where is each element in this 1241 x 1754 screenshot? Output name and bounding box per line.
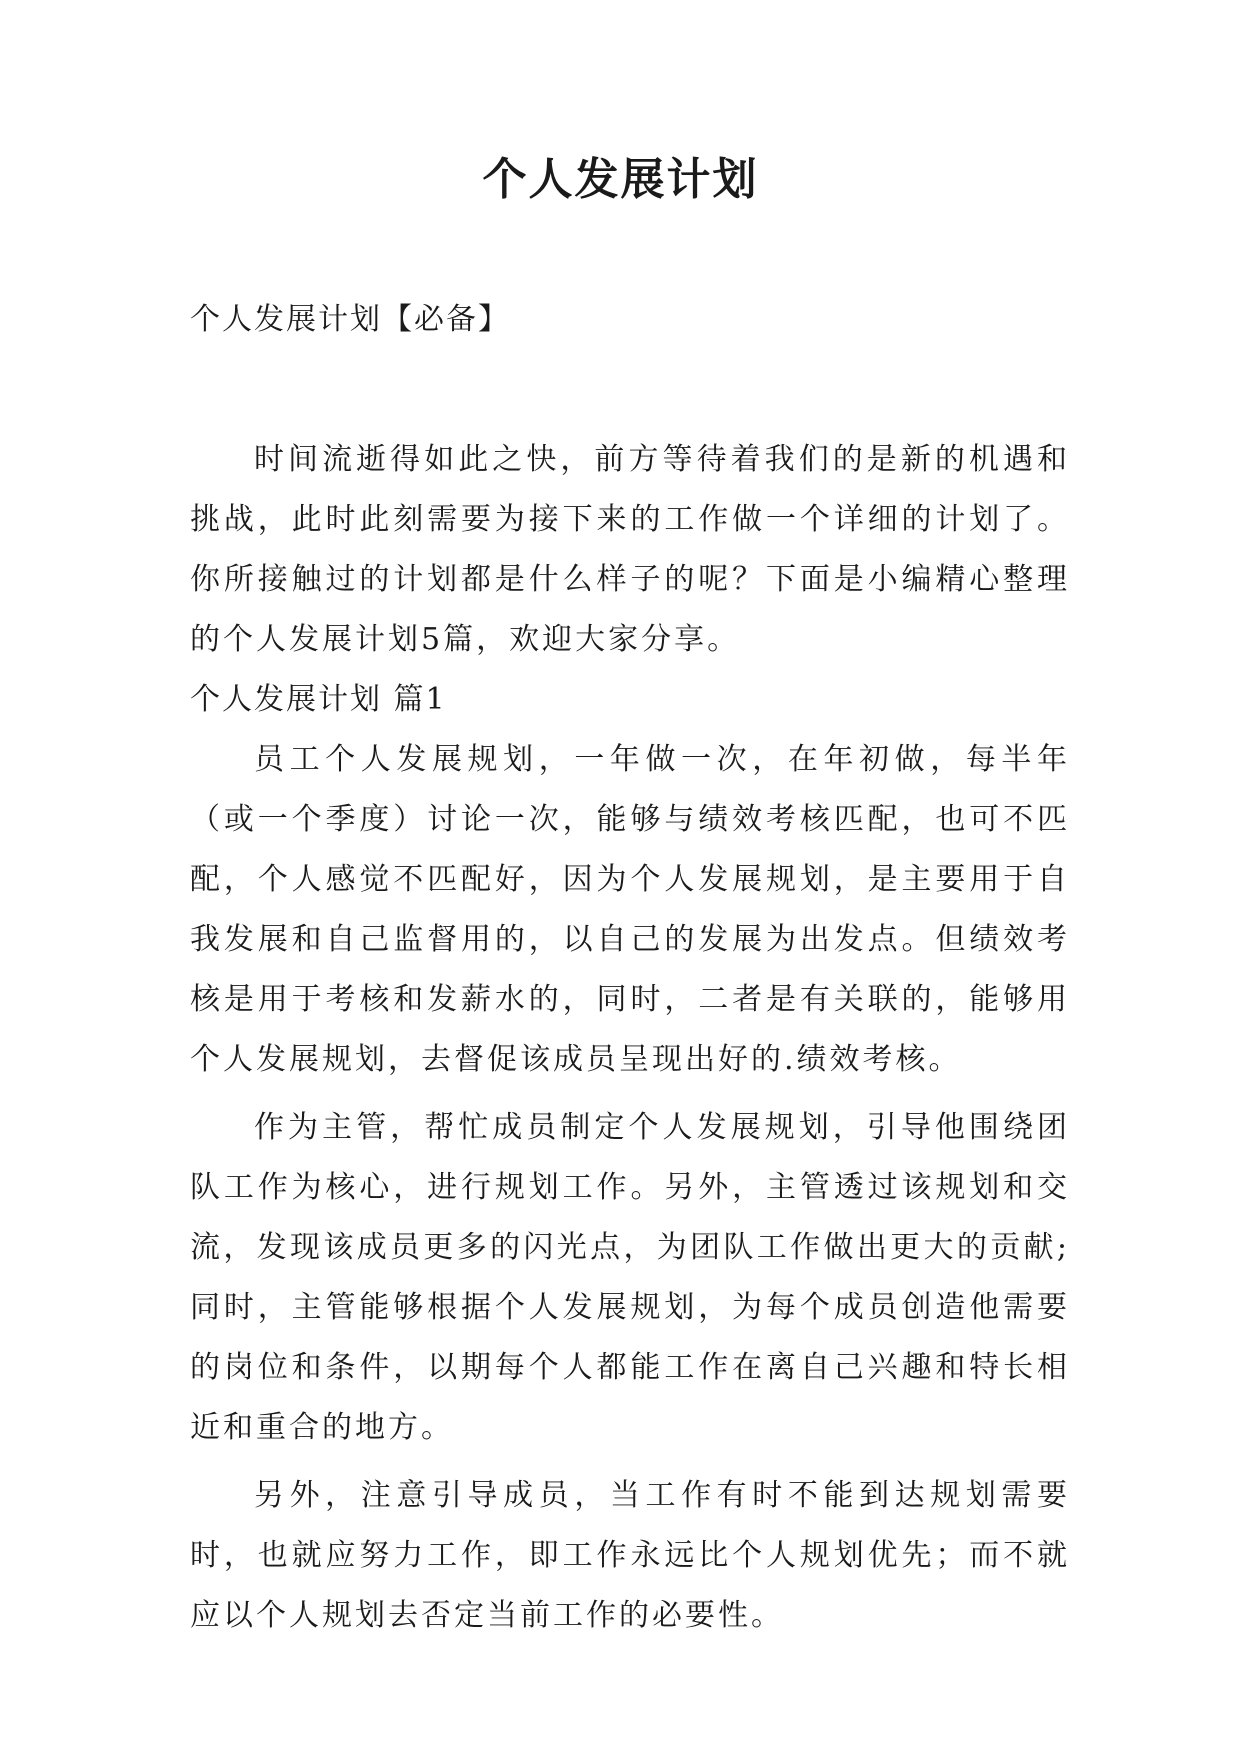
body-paragraph-1: 员工个人发展规划，一年做一次，在年初做，每半年（或一个季度）讨论一次，能够与绩效考核匹配，也可不匹配，个人感觉不匹配好，因为个人发展规划，是主要用于自我发展和自己监督用的，以自己的发展为出发点。但绩效考核是用于考核和发薪水的，同时，二者是有关联的，能够用个人发展规划，去督促该成员呈现出好的.绩效考核。 [190,742,1070,1077]
body-paragraph-3: 另外，注意引导成员，当工作有时不能到达规划需要时，也就应努力工作，即工作永远比个人规划优先；而不就应以个人规划去否定当前工作的必要性。 [190,1478,1070,1633]
intro-paragraph: 时间流逝得如此之快，前方等待着我们的是新的机遇和挑战，此时此刻需要为接下来的工作做一个详细的计划了。你所接触过的计划都是什么样子的呢？下面是小编精心整理的个人发展计划5篇，欢迎大家分享。 [190,442,1070,657]
section-heading: 个人发展计划 篇1 [190,682,447,717]
document-body [190,290,1070,1646]
document-title: 个人发展计划 [482,154,759,205]
body-paragraph-2: 作为主管，帮忙成员制定个人发展规划，引导他围绕团队工作为核心，进行规划工作。另外，主管透过该规划和交流，发现该成员更多的闪光点，为团队工作做出更大的贡献;同时，主管能够根据个人发展规划，为每个成员创造他需要的岗位和条件，以期每个人都能工作在离自己兴趣和特长相近和重合的地方。 [190,1110,1070,1445]
document-subtitle: 个人发展计划【必备】 [190,302,510,337]
